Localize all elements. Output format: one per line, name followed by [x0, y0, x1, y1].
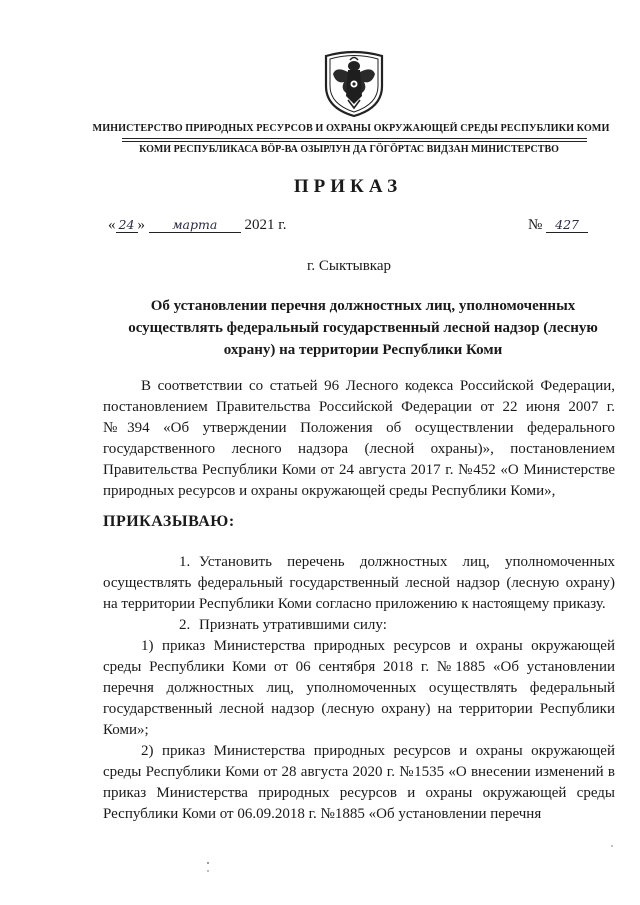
header-divider-thin — [122, 141, 587, 142]
item-marker: 2. — [179, 617, 191, 633]
order-word: ПРИКАЗЫВАЮ: — [103, 513, 235, 530]
date-day-handwritten: 24 — [116, 217, 138, 233]
order-item — [103, 615, 615, 636]
preamble-block — [103, 376, 615, 502]
header-divider — [122, 138, 587, 139]
date-quote-close: » — [137, 217, 145, 233]
date-quote-open: « — [108, 217, 116, 233]
item-text: Признать утратившими силу: — [199, 617, 387, 633]
document-subject: Об установлении перечня должностных лиц, уполномоченных осуществлять федеральный государственный лесной надзор (лесную охрану) на территории Республики Коми — [128, 298, 598, 358]
ministry-name-ru: МИНИСТЕРСТВО ПРИРОДНЫХ РЕСУРСОВ И ОХРАНЫ ОКРУЖАЮЩЕЙ СРЕДЫ РЕСПУБЛИКИ КОМИ — [92, 123, 610, 134]
document-date — [108, 217, 286, 234]
order-item — [103, 552, 615, 615]
date-month-handwritten: марта — [149, 217, 241, 233]
order-subitem: 2) приказ Министерства природных ресурсов и охраны окружающей среды Республики Коми от 28 августа 2020 г. №1535 «О внесении изменений в приказ Министерства природных ресурсов и охраны окружающей среды Республики Коми от 06.09.2018 г. №1885 «Об установлении перечня — [103, 743, 615, 822]
preamble-text: В соответствии со статьей 96 Лесного кодекса Российской Федерации, постановлением Правительства Российской Федерации от 22 июня 2007 г. №394 «Об утверждении Положения об осуществлении федерального государственного лесного надзора (лесной охраны)», постановлением Правительства Республики Коми от 24 августа 2017 г. №452 «О Министерстве природных ресурсов и охраны окружающей среды Республики Коми», — [103, 378, 615, 499]
document-number — [528, 217, 588, 234]
number-prefix: № — [528, 217, 543, 233]
order-subitem: 1) приказ Министерства природных ресурсов и охраны окружающей среды Республики Коми от 06 сентября 2018 г. №1885 «Об установлении перечня должностных лиц, уполномоченных осуществлять федеральный государственный лесной надзор (лесную охрану) на территории Республики Коми»; — [103, 638, 615, 738]
item-marker: 1. — [179, 554, 191, 570]
ministry-name-komi: КОМИ РЕСПУБЛИКАСА ВӦР-ВА ОЗЫРЛУН ДА ГӦГӦРТАС ВИДЗАН МИНИСТЕРСТВО — [139, 144, 559, 155]
number-value-handwritten: 427 — [546, 217, 588, 233]
document-title: ПРИКАЗ — [293, 176, 403, 197]
order-items — [103, 552, 615, 825]
komi-coat-of-arms-icon — [322, 46, 386, 118]
date-year: 2021 г. — [244, 217, 287, 233]
document-city: г. Сыктывкар — [306, 258, 392, 274]
item-text: Установить перечень должностных лиц, уполномоченных осуществлять федеральный государственный лесной надзор (лесную охрану) на территории Республики Коми согласно приложению к настоящему приказу. — [103, 554, 615, 612]
